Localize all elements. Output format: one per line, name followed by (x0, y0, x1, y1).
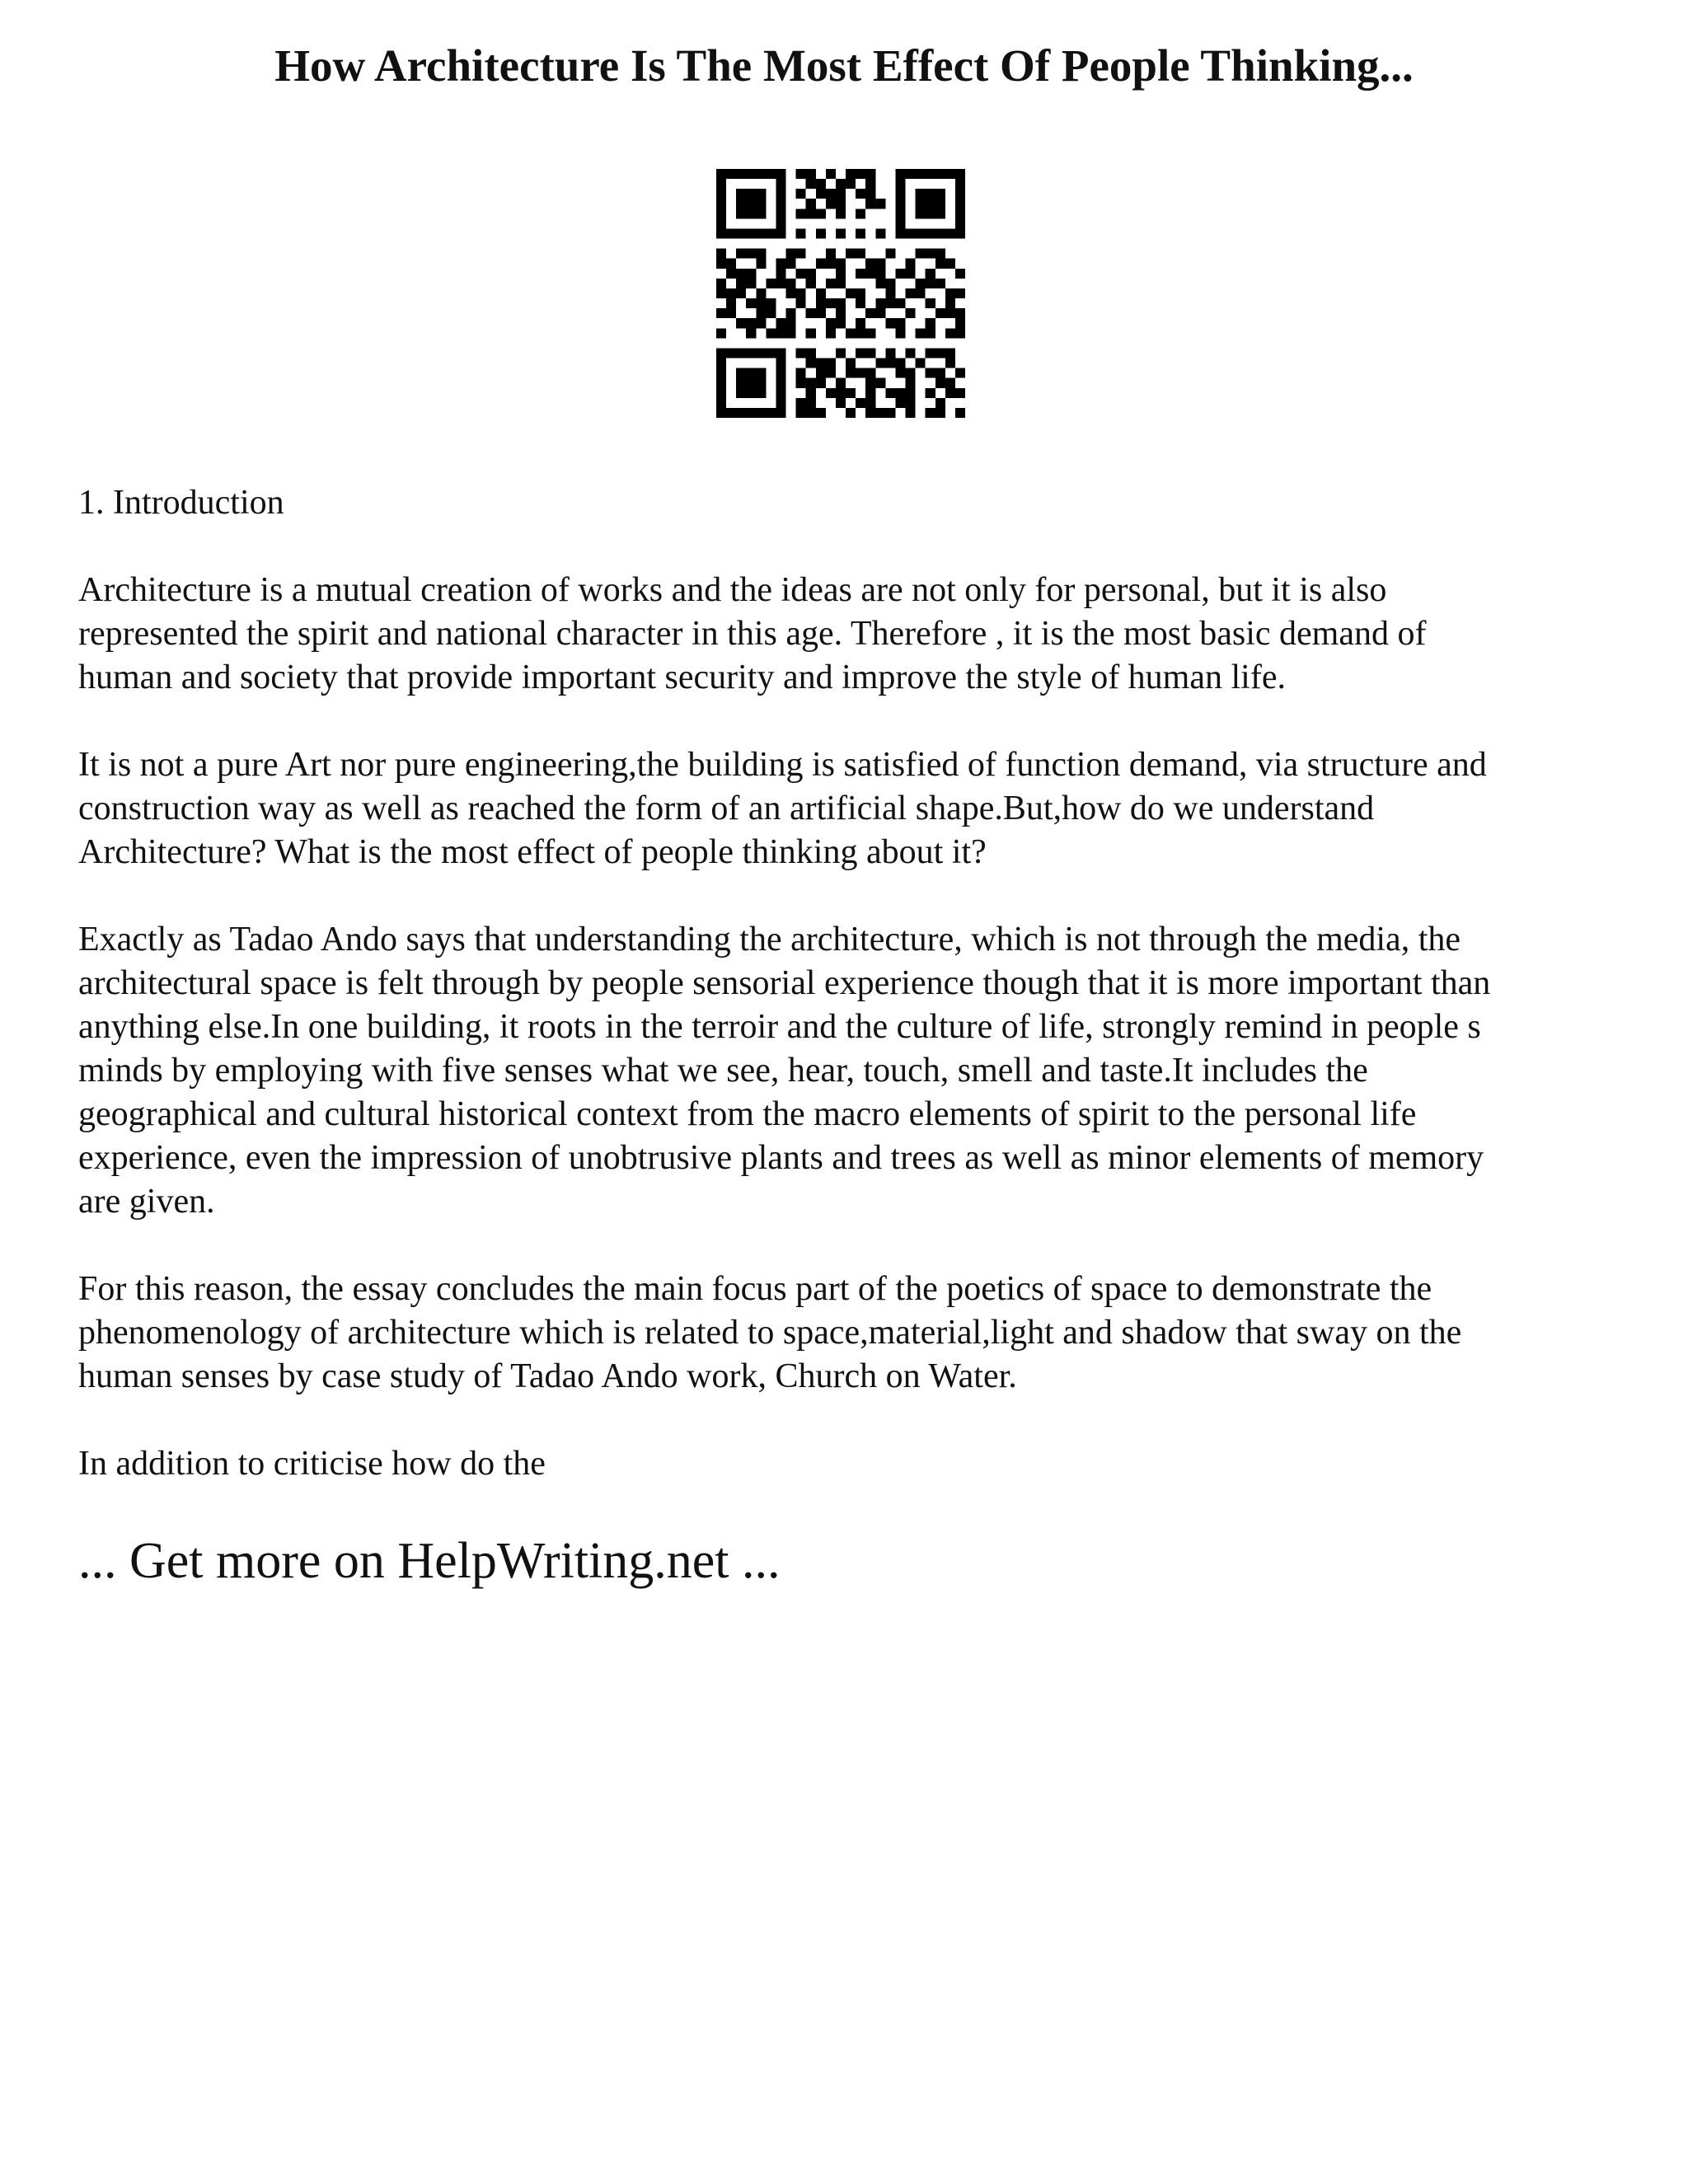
paragraph-line: It is not a pure Art nor pure engineering,the building is satisfied of function demand, via structure and (78, 746, 1487, 784)
get-more-link[interactable]: ... Get more on HelpWriting.net ... (78, 1533, 781, 1589)
paragraph-line: human senses by case study of Tadao Ando work, Church on Water. (78, 1357, 1017, 1395)
paragraph-line: Exactly as Tadao Ando says that understanding the architecture, which is not through the media, the (78, 921, 1461, 958)
paragraph-4 (78, 1268, 1628, 1399)
paragraph-line: For this reason, the essay concludes the main focus part of the poetics of space to demonstrate the (78, 1270, 1432, 1308)
qr-code-icon (716, 169, 965, 418)
paragraph-line: experience, even the impression of unobtrusive plants and trees as well as minor elements of memory (78, 1139, 1484, 1177)
paragraph-line: construction way as well as reached the form of an artificial shape.But,how do we understand (78, 790, 1375, 827)
section-heading: 1. Introduction (78, 484, 284, 522)
paragraph-3 (78, 918, 1628, 1224)
paragraph-line: In addition to criticise how do the (78, 1445, 546, 1483)
paragraph-line: phenomenology of architecture which is related to space,material,light and shadow that sway on the (78, 1314, 1462, 1352)
paragraph-line: Architecture? What is the most effect of people thinking about it? (78, 833, 987, 871)
paragraph-line: architectural space is felt through by people sensorial experience though that it is more important than (78, 964, 1491, 1002)
document-title: How Architecture Is The Most Effect Of People Thinking... (274, 40, 1414, 91)
paragraph-line: anything else.In one building, it roots in the terroir and the culture of life, strongly remind in people s (78, 1008, 1481, 1046)
paragraph-line: represented the spirit and national character in this age. Therefore , it is the most basic demand of (78, 615, 1427, 653)
qr-code (716, 169, 965, 418)
paragraph-line: minds by employing with five senses what we see, hear, touch, smell and taste.It includes the (78, 1052, 1368, 1090)
paragraph-line: are given. (78, 1183, 215, 1221)
document-content (78, 481, 1628, 1592)
paragraph-5 (78, 1442, 1628, 1486)
paragraph-line: Architecture is a mutual creation of works and the ideas are not only for personal, but it is also (78, 571, 1387, 609)
paragraph-1 (78, 569, 1628, 700)
paragraph-line: human and society that provide important security and improve the style of human life. (78, 658, 1286, 696)
paragraph-line: geographical and cultural historical context from the macro elements of spirit to the personal life (78, 1095, 1417, 1133)
paragraph-2 (78, 743, 1628, 874)
